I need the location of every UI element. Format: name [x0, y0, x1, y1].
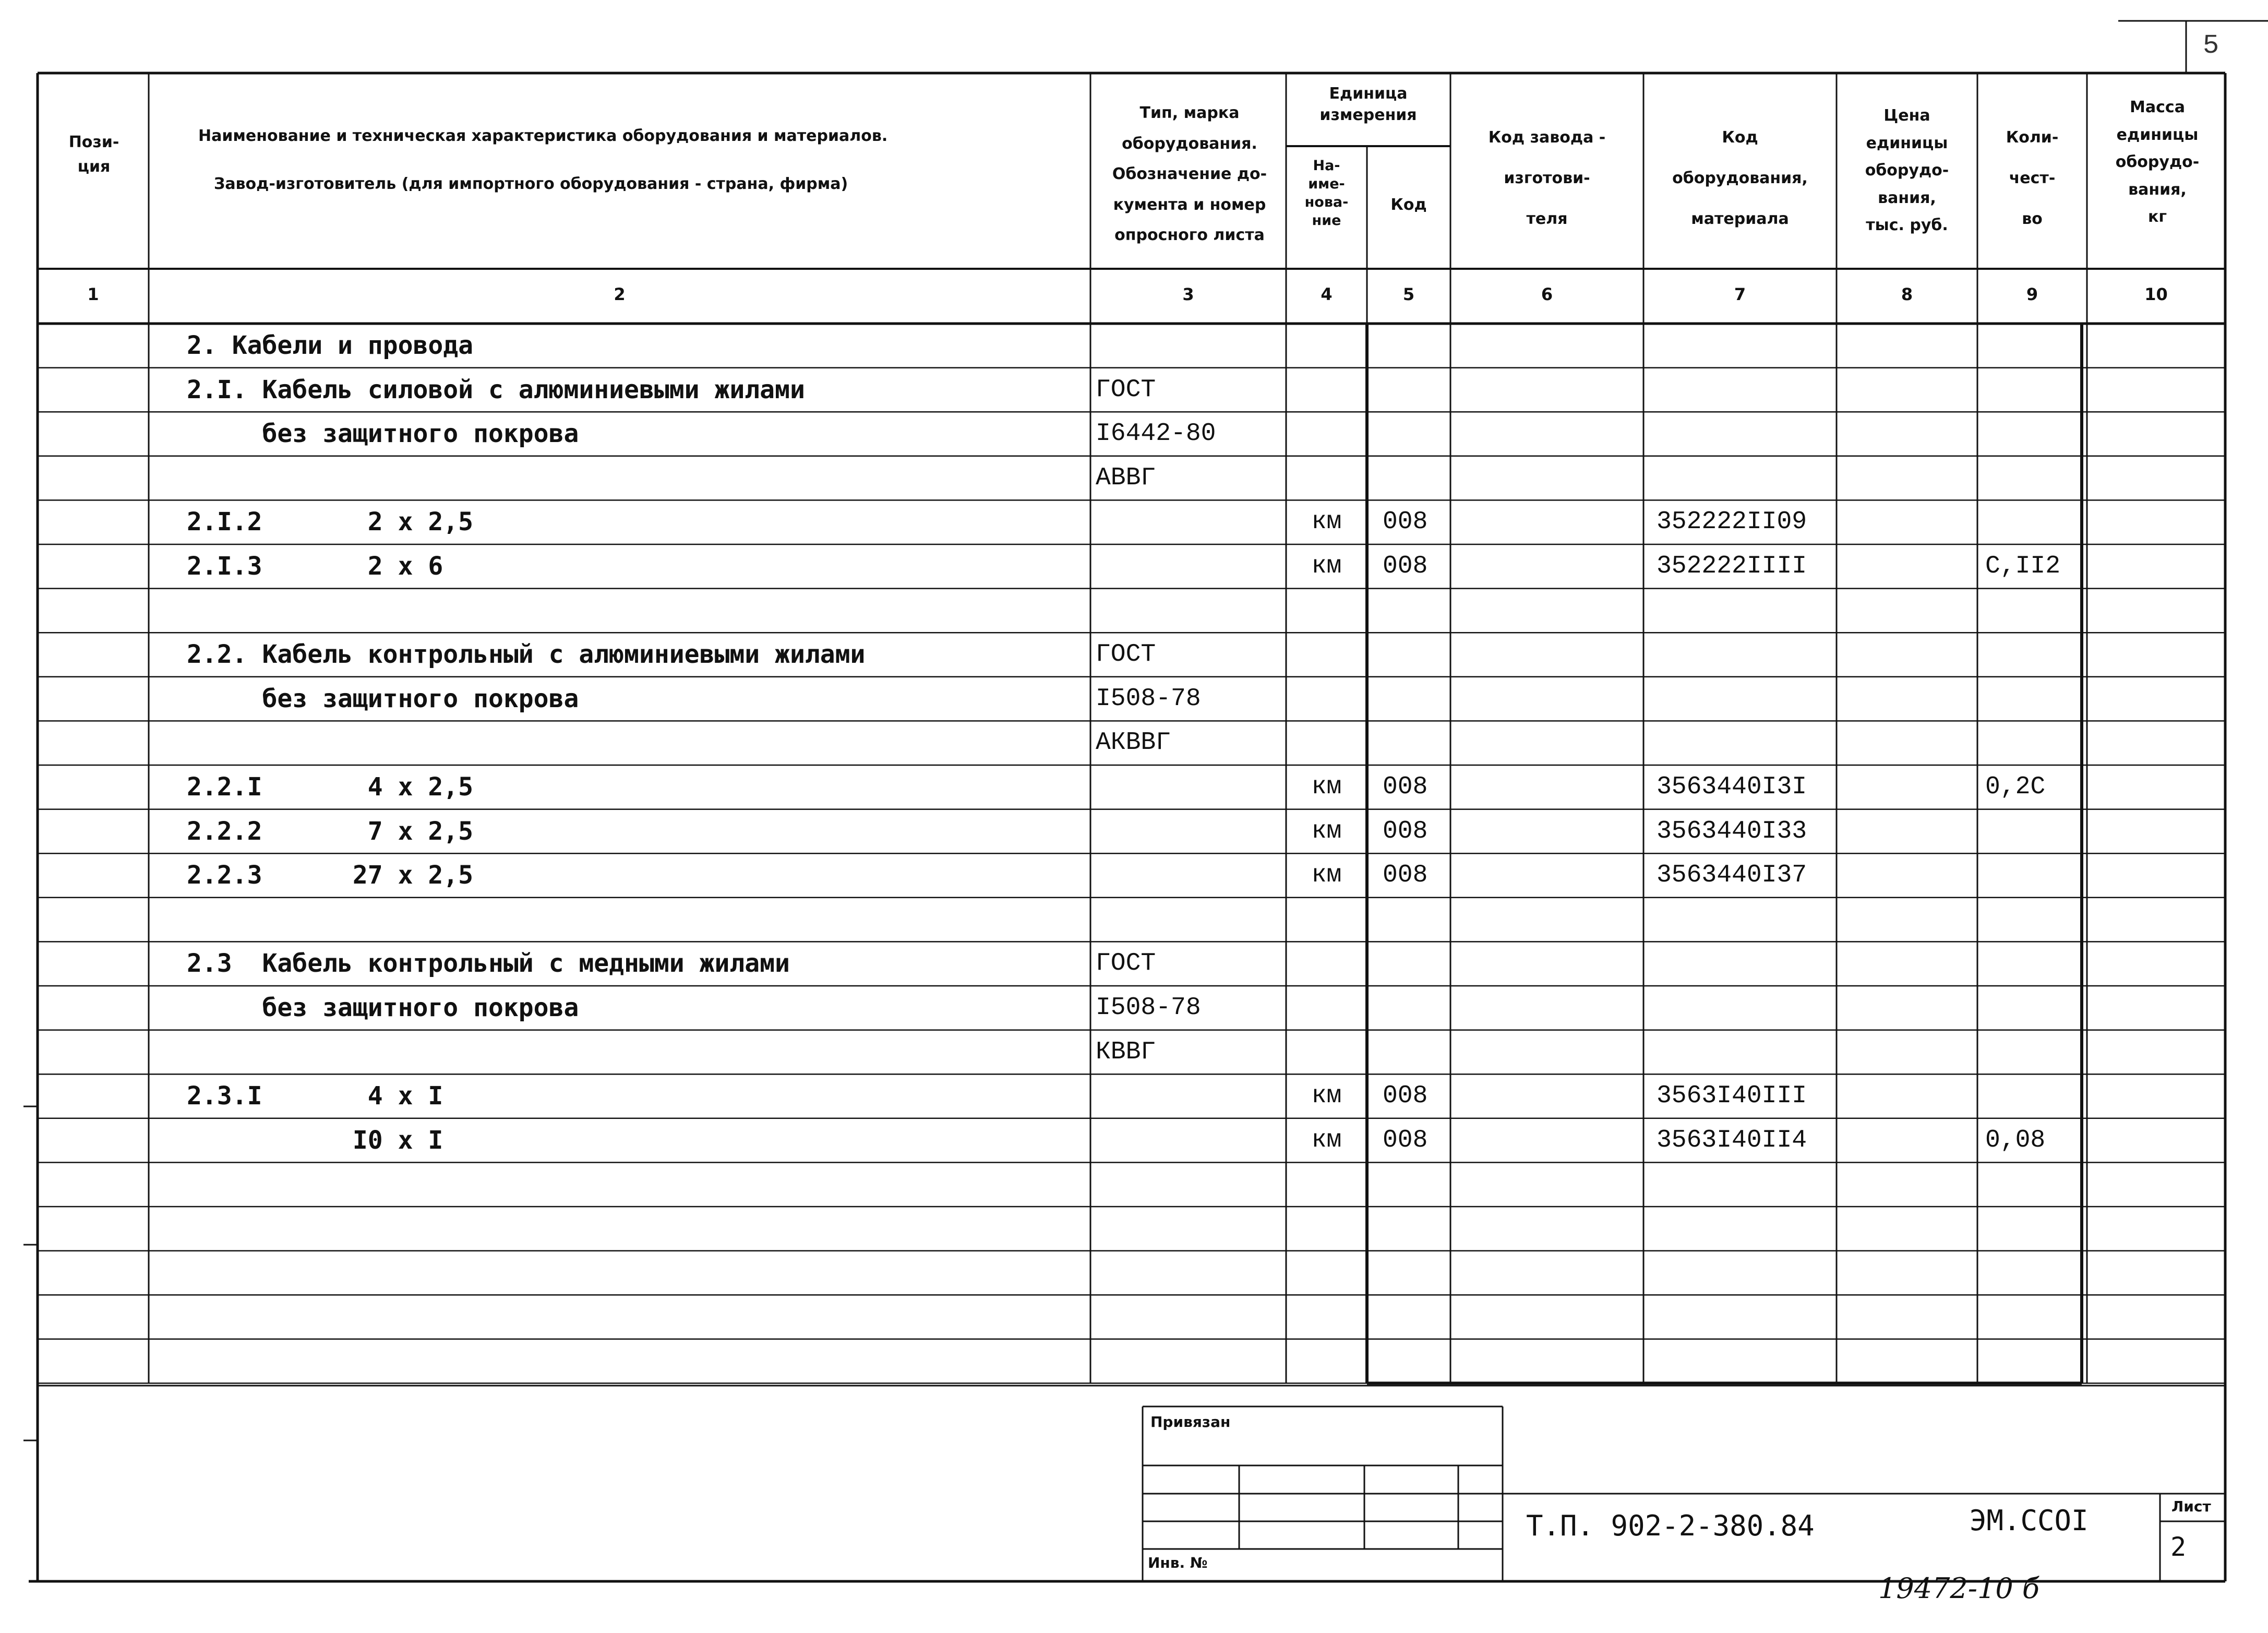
- row-12-c7: 3563440I33: [1657, 817, 1807, 845]
- row-13-c2: 2.2.3 27 x 2,5: [187, 861, 474, 890]
- row-6-c9: С,II2: [1985, 552, 2061, 580]
- row-18-c5: 008: [1383, 1082, 1428, 1111]
- row-8-c3: ГОСТ: [1096, 640, 1156, 669]
- row-2-c3: ГОСТ: [1096, 375, 1156, 404]
- header-col10: Масса единицы оборудо- вания, кг: [2115, 98, 2200, 226]
- row-8-c2: 2.2. Кабель контрольный с алюминиевыми жилами: [187, 640, 866, 670]
- column-number-8: 8: [1901, 284, 1913, 304]
- row-2-c2: 2.I. Кабель силовой с алюминиевыми жилами: [187, 375, 805, 404]
- header-col9: Коли- чест- во: [2006, 128, 2059, 228]
- row-19-c5: 008: [1383, 1126, 1428, 1154]
- row-19-c9: 0,08: [1985, 1126, 2046, 1154]
- column-number-6: 6: [1541, 284, 1553, 304]
- column-number-10: 10: [2144, 284, 2168, 304]
- row-19-c7: 3563I40II4: [1657, 1126, 1807, 1154]
- row-13-c5: 008: [1383, 861, 1428, 890]
- stamp-document-code: Т.П. 902-2-380.84: [1526, 1509, 1815, 1542]
- handwritten-number: 19472-10 б: [1878, 1572, 2039, 1605]
- row-15-c3: ГОСТ: [1096, 949, 1156, 978]
- stamp-inv-no: Инв. №: [1148, 1554, 1208, 1571]
- row-11-c4: км: [1311, 773, 1342, 801]
- row-10-c3: АКВВГ: [1096, 729, 1171, 757]
- row-5-c2: 2.I.2 2 x 2,5: [187, 507, 474, 537]
- row-9-c3: I508-78: [1096, 684, 1201, 713]
- row-19-c2: I0 x I: [187, 1125, 443, 1155]
- page-number: 5: [2203, 30, 2219, 61]
- row-3-c2: без защитного покрова: [187, 419, 579, 449]
- row-12-c2: 2.2.2 7 x 2,5: [187, 816, 474, 846]
- header-col5: Код: [1390, 196, 1427, 214]
- stamp-sheet-code: ЭМ.ССОI: [1970, 1504, 2089, 1537]
- stamp-list-number: 2: [2170, 1532, 2187, 1562]
- row-16-c3: I508-78: [1096, 994, 1201, 1022]
- column-number-9: 9: [2026, 284, 2038, 304]
- stamp-privyazan: Привязан: [1150, 1413, 1231, 1431]
- row-11-c7: 3563440I3I: [1657, 773, 1807, 801]
- column-number-3: 3: [1182, 284, 1194, 304]
- row-18-c7: 3563I40III: [1657, 1082, 1807, 1111]
- column-number-7: 7: [1734, 284, 1746, 304]
- header-col7: Код оборудования, материала: [1672, 128, 1808, 228]
- row-6-c5: 008: [1383, 552, 1428, 580]
- row-15-c2: 2.3 Кабель контрольный с медными жилами: [187, 949, 790, 979]
- header-col2-line2: Завод-изготовитель (для импортного оборудования - страна, фирма): [214, 175, 848, 193]
- column-number-1: 1: [87, 284, 99, 304]
- row-11-c5: 008: [1383, 773, 1428, 801]
- row-6-c4: км: [1311, 552, 1342, 580]
- row-5-c4: км: [1311, 508, 1342, 537]
- row-11-c9: 0,2С: [1985, 773, 2046, 801]
- row-18-c4: км: [1311, 1082, 1342, 1111]
- header-col2-line1: Наименование и техническая характеристика оборудования и материалов.: [198, 127, 888, 145]
- row-11-c2: 2.2.I 4 x 2,5: [187, 772, 474, 802]
- row-18-c2: 2.3.I 4 x I: [187, 1081, 443, 1111]
- row-4-c3: АВВГ: [1096, 463, 1156, 492]
- row-1-c2: 2. Кабели и провода: [187, 331, 474, 360]
- row-6-c2: 2.I.3 2 x 6: [187, 552, 443, 581]
- column-number-4: 4: [1321, 284, 1333, 304]
- header-col6: Код завода - изготови- теля: [1488, 128, 1606, 228]
- row-17-c3: КВВГ: [1096, 1038, 1156, 1066]
- row-12-c4: км: [1311, 817, 1342, 845]
- stamp-list-label: Лист: [2171, 1498, 2211, 1515]
- header-col4: На- име- нова- ние: [1304, 158, 1349, 229]
- header-col45-group: Единица измерения: [1319, 85, 1417, 124]
- row-5-c7: 352222II09: [1657, 508, 1807, 537]
- row-9-c2: без защитного покрова: [187, 684, 579, 713]
- row-6-c7: 352222IIII: [1657, 552, 1807, 580]
- row-13-c7: 3563440I37: [1657, 861, 1807, 890]
- row-5-c5: 008: [1383, 508, 1428, 537]
- row-19-c4: км: [1311, 1126, 1342, 1154]
- row-13-c4: км: [1311, 861, 1342, 890]
- row-3-c3: I6442-80: [1096, 420, 1216, 448]
- row-16-c2: без защитного покрова: [187, 993, 579, 1022]
- header-col8: Цена единицы оборудо- вания, тыс. руб.: [1865, 106, 1949, 234]
- header-col1: Пози- ция: [68, 133, 119, 176]
- row-12-c5: 008: [1383, 817, 1428, 845]
- column-number-5: 5: [1402, 284, 1415, 304]
- header-col3: Тип, марка оборудования. Обозначение до- кумента и номер опросного листа: [1112, 104, 1267, 244]
- column-number-2: 2: [614, 284, 626, 304]
